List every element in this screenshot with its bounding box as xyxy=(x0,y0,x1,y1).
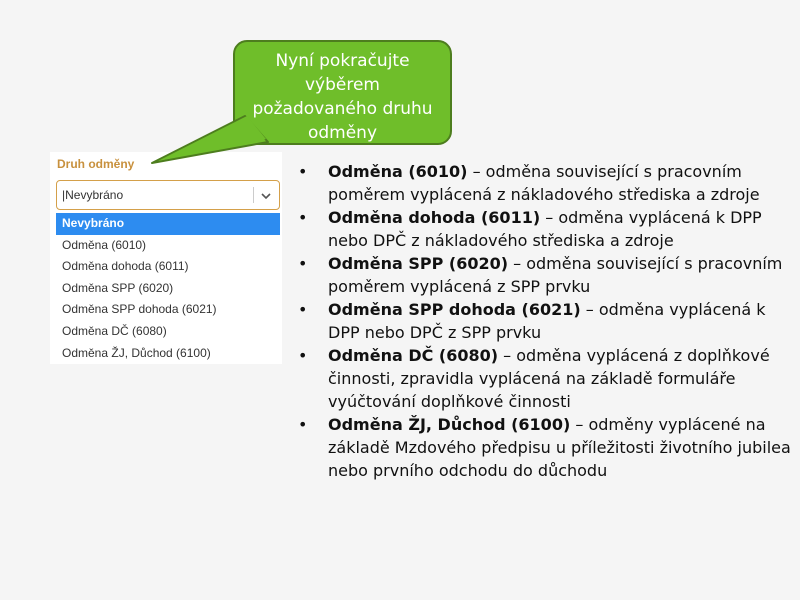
description-text: – odměna vyplácená k DPP nebo DPČ z nákladového střediska a zdroje xyxy=(328,208,762,250)
description-text: – odměna související s pracovním poměrem vyplácená z SPP prvku xyxy=(328,254,783,296)
bullet-icon: • xyxy=(298,254,308,273)
option-odmena-spp-dohoda-6021[interactable]: Odměna SPP dohoda (6021) xyxy=(62,302,217,317)
bullet-icon: • xyxy=(298,346,308,365)
description-title: Odměna SPP dohoda (6021) xyxy=(328,300,581,319)
option-odmena-spp-6020[interactable]: Odměna SPP (6020) xyxy=(62,280,174,295)
bullet-icon: • xyxy=(298,162,308,181)
option-odmena-dohoda-6011[interactable]: Odměna dohoda (6011) xyxy=(62,259,189,274)
option-nevybrano[interactable]: Nevybráno xyxy=(56,213,280,235)
bullet-icon: • xyxy=(298,300,308,319)
description-title: Odměna ŽJ, Důchod (6100) xyxy=(328,415,571,434)
reward-type-label: Druh odměny xyxy=(57,157,135,171)
callout-line: Nyní pokračujte xyxy=(275,51,410,71)
description-text: – odměny vyplácené na základě Mzdového předpisu u příležitosti životního jubilea nebo prvního odchodu do důchodu xyxy=(328,415,791,480)
select-current-value: | Nevybráno xyxy=(62,188,123,202)
description-text: – odměna vyplácená z doplňkové činnosti, zpravidla vyplácená na základě formuláře vyúčtování doplňkové činnosti xyxy=(328,346,770,411)
callout-line: požadovaného druhu xyxy=(252,99,433,119)
option-odmena-6010[interactable]: Odměna (6010) xyxy=(62,237,147,252)
description-title: Odměna dohoda (6011) xyxy=(328,208,541,227)
bullet-icon: • xyxy=(298,208,308,227)
description-title: Odměna DČ (6080) xyxy=(328,346,499,365)
callout-line: odměny xyxy=(307,123,378,143)
option-odmena-zj-duchod-6100[interactable]: Odměna ŽJ, Důchod (6100) xyxy=(62,345,211,360)
callout-line: výběrem xyxy=(304,75,380,95)
bullet-icon: • xyxy=(298,415,308,434)
description-title: Odměna (6010) xyxy=(328,162,468,181)
option-odmena-dc-6080[interactable]: Odměna DČ (6080) xyxy=(62,323,167,338)
description-text: – odměna vyplácená k DPP nebo DPČ z SPP prvku xyxy=(328,300,766,342)
description-text: – odměna související s pracovním poměrem vyplácená z nákladového střediska a zdroje xyxy=(328,162,760,204)
description-title: Odměna SPP (6020) xyxy=(328,254,509,273)
